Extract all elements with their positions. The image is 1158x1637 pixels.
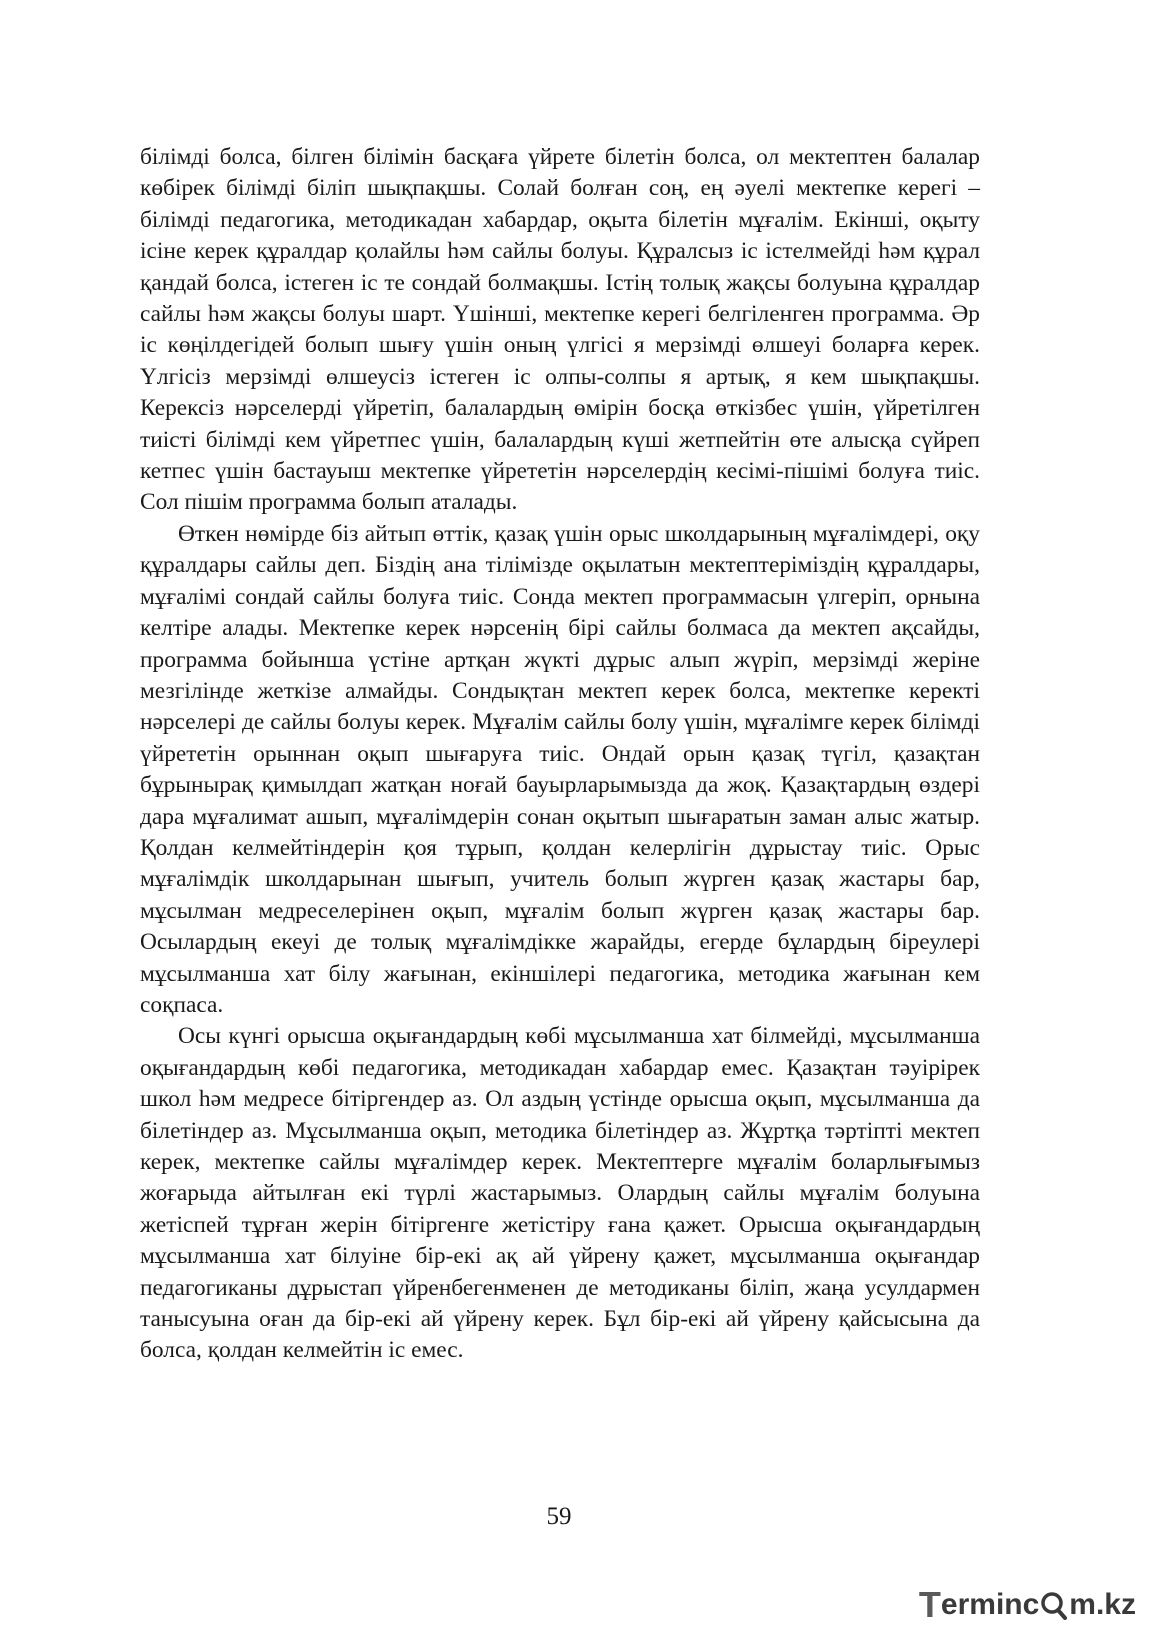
watermark-text-end: m.kz xyxy=(1069,1588,1136,1621)
paragraph-1: білімді болса, білген білімін басқаға үйрете білетін болса, ол мектептен балалар көбірек білімді біліп шықпақшы. Солай болған соң, ең әуелі мектепке керегі – білімді педагогика, методикадан хабардар, оқыта білетін мұғалім. Екінші, оқыту ісіне керек құралдар қолайлы һәм сайлы болуы. Құралсыз іс істелмейді һәм құрал қандай болса, істеген іс те сондай болмақшы. Істің толық жақсы болуына құралдар сайлы һәм жақсы болуы шарт. Үшінші, мектепке керегі белгіленген программа. Әр іс көңілдегідей болып шығу үшін оның үлгісі я мерзімді өлшеуі боларға керек. Үлгісіз мерзімді өлшеусіз істеген іс олпы-солпы я артық, я кем шықпақшы. Керексіз нәрселерді үйретіп, балалардың өмірін босқа өткізбес үшін, үйретілген тиісті білімді кем үйретпес үшін, балалардың күші жетпейтін өте алысқа сүйреп кетпес үшін бастауыш мектепке үйрететін нәрселердің кесімі-пішімі болуға тиіс. Сол пішім программа болып аталады. xyxy=(140,144,980,516)
paragraph-2: Өткен нөмірде біз айтып өттік, қазақ үшін орыс школдарының мұғалімдері, оқу құралдары сайлы деп. Біздің ана тілімізде оқылатын мектептеріміздің құралдары, мұғалімі сондай сайлы болуға тиіс. Сонда мектеп программасын үлгеріп, орнына келтіре алады. Мектепке керек нәрсенің бірі сайлы болмаса да мектеп ақсайды, программа бойынша үстіне артқан жүкті дұрыс алып жүріп, мерзімді жеріне мезгілінде жеткізе алмайды. Сондықтан мектеп керек болса, мектепке керекті нәрселері де сайлы болуы керек. Мұғалім сайлы болу үшін, мұғалімге керек білімді үйрететін орыннан оқып шығаруға тиіс. Ондай орын қазақ түгіл, қазақтан бұрынырақ қимылдап жатқан ноғай бауырларымызда да жоқ. Қазақтардың өздері дара мұғалимат ашып, мұғалімдерін сонан оқытып шығаратын заман алыс жатыр. Қолдан келмейтіндерін қоя тұрып, қолдан келерлігін дұрыстау тиіс. Орыс мұғалімдік школдарынан шығып, учитель болып жүрген қазақ жастары бар, мұсылман медреселерінен оқып, мұғалім болып жүрген қазақ жастары бар. Осылардың екеуі де толық мұғалімдікке жарайды, егерде бұлардың біреулері мұсылманша хат білу жағынан, екіншілері педагогика, методика жағынан кем соқпаса. xyxy=(140,520,980,1018)
page-number: 59 xyxy=(546,1503,572,1530)
watermark-text-middle: erminc xyxy=(940,1588,1040,1621)
page-body xyxy=(140,142,980,1367)
watermark-letter-t: T xyxy=(918,1584,941,1625)
termincom-watermark xyxy=(919,1585,1136,1625)
paragraph-3: Осы күнгі орысша оқығандардың көбі мұсылманша хат білмейді, мұсылманша оқығандардың көбі педагогика, методикадан хабардар емес. Қазақтан тәуірірек школ һәм медресе бітіргендер аз. Ол аздың үстінде орысша оқып, мұсылманша да білетіндер аз. Мұсылманша оқып, методика білетіндер аз. Жұртқа тәртіпті мектеп керек, мектепке сайлы мұғалімдер керек. Мектептерге мұғалім боларлығымыз жоғарыда айтылған екі түрлі жастарымыз. Олардың сайлы мұғалім болуына жетіспей тұрған жерін бітіргенге жетістіру ғана қажет. Орысша оқығандардың мұсылманша хат білуіне бір-екі ақ ай үйрену қажет, мұсылманша оқығандар педагогиканы дұрыстап үйренбегенменен де методиканы біліп, жаңа усулдармен танысуына оған да бір-екі ай үйрену керек. Бұл бір-екі ай үйрену қайсысына да болса, қолдан келмейтін іс емес. xyxy=(140,1023,980,1364)
magnifier-icon xyxy=(1040,1590,1068,1620)
